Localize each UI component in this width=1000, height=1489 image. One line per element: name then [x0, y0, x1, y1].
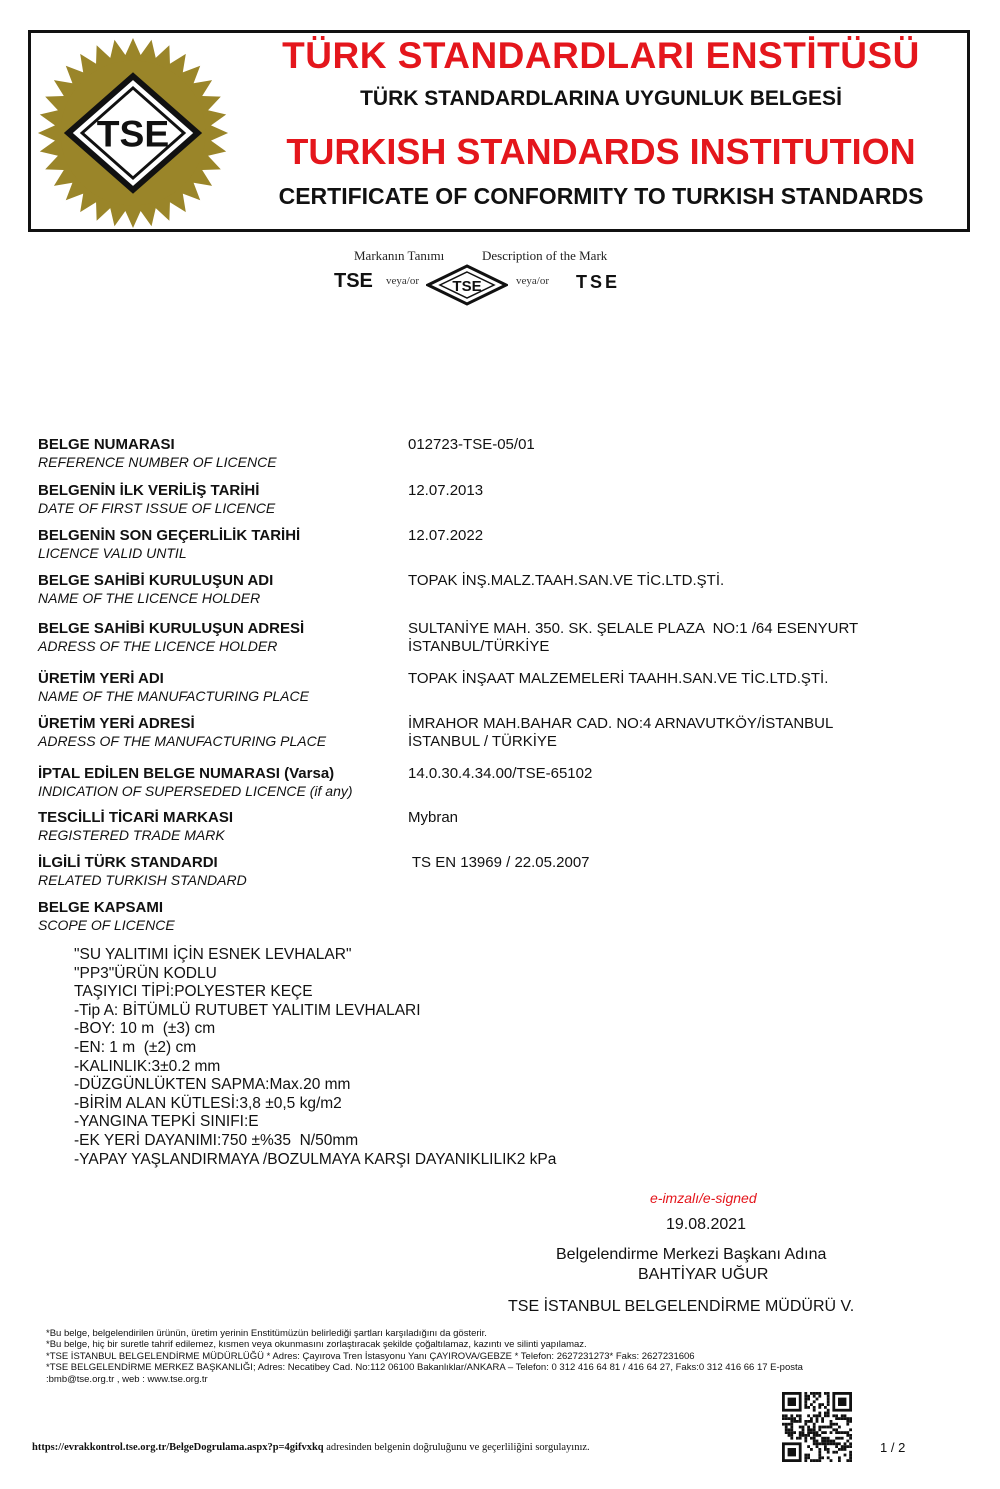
mark-label-en: Description of the Mark	[482, 248, 608, 263]
scope-line: "PP3"ÜRÜN KODLU	[74, 964, 217, 982]
scope-line: -BOY: 10 m (±3) cm	[74, 1020, 216, 1038]
field-value: 12.07.2022	[408, 527, 484, 544]
mark-veya-2: veya/or	[516, 275, 549, 287]
mark-alt-text: TSE	[576, 272, 621, 292]
field-label-tr: İLGİLİ TÜRK STANDARDI	[38, 854, 218, 871]
tse-diamond-mark-icon	[426, 264, 508, 306]
field-row-scope	[38, 899, 958, 934]
signatory-title: TSE İSTANBUL BELGELENDİRME MÜDÜRÜ V.	[508, 1298, 855, 1315]
field-label-en: ADRESS OF THE LICENCE HOLDER	[38, 638, 278, 654]
field-row-trade-mark	[38, 809, 958, 844]
field-label-en: INDICATION OF SUPERSEDED LICENCE (if any)	[38, 783, 353, 799]
scope-line: -Tip A: BİTÜMLÜ RUTUBET YALITIM LEVHALARI	[74, 1001, 421, 1019]
footnote-line: *Bu belge, belgelendirilen ürünün, üretim yerinin Enstitümüzün belirlediği şartları karşıladığını da gösterir.	[46, 1328, 487, 1339]
svg-text:TSE: TSE	[452, 278, 482, 295]
field-label-en: ADRESS OF THE MANUFACTURING PLACE	[38, 733, 327, 749]
field-row-manufacturing-place-name	[38, 670, 958, 705]
scope-line: TAŞIYICI TİPİ:POLYESTER KEÇE	[74, 983, 313, 1001]
field-row-manufacturing-place-address	[38, 715, 958, 750]
scope-line: -BİRİM ALAN KÜTLESİ:3,8 ±0,5 kg/m2	[74, 1094, 342, 1112]
mark-tse-text: TSE	[334, 270, 373, 292]
field-label-tr: BELGE SAHİBİ KURULUŞUN ADRESİ	[38, 620, 305, 637]
scope-line: -KALINLIK:3±0.2 mm	[74, 1057, 221, 1075]
scope-line: "SU YALITIMI İÇİN ESNEK LEVHALAR"	[74, 946, 352, 963]
field-label-tr: BELGENİN SON GEÇERLİLİK TARİHİ	[38, 527, 301, 544]
field-value: 012723-TSE-05/01	[408, 436, 535, 453]
svg-text:TSE: TSE	[96, 112, 170, 155]
verification-url-link[interactable]: https://evrakkontrol.tse.org.tr/BelgeDogrulama.aspx?p=4gifvxkq	[32, 1442, 324, 1453]
field-label-en: DATE OF FIRST ISSUE OF LICENCE	[38, 500, 276, 516]
field-label-tr: BELGE SAHİBİ KURULUŞUN ADI	[38, 572, 274, 589]
field-value: 14.0.30.4.34.00/TSE-65102	[408, 765, 593, 782]
field-label-tr: BELGENİN İLK VERİLİŞ TARİHİ	[38, 482, 260, 499]
footnote-line: :bmb@tse.org.tr , web : www.tse.org.tr	[46, 1373, 208, 1385]
certificate-subtitle-en: CERTIFICATE OF CONFORMITY TO TURKISH STANDARDS	[278, 183, 924, 209]
field-row-turkish-standard	[38, 854, 958, 889]
scope-line: -YANGINA TEPKİ SINIFI:E	[74, 1113, 259, 1131]
mark-label-tr: Markanın Tanımı	[354, 248, 445, 263]
field-value: TS EN 13969 / 22.05.2007	[408, 854, 590, 871]
field-value: SULTANİYE MAH. 350. SK. ŞELALE PLAZA NO:1 /64 ESENYURT İSTANBUL/TÜRKİYE	[408, 620, 859, 655]
field-label-en: REFERENCE NUMBER OF LICENCE	[38, 454, 277, 470]
mark-veya-1: veya/or	[386, 275, 419, 287]
field-label-tr: ÜRETİM YERİ ADI	[38, 670, 164, 687]
e-signed-label: e-imzalı/e-signed	[650, 1190, 757, 1206]
field-label-en: RELATED TURKISH STANDARD	[38, 872, 247, 888]
field-label-en: REGISTERED TRADE MARK	[38, 827, 225, 843]
field-value: İMRAHOR MAH.BAHAR CAD. NO:4 ARNAVUTKÖY/İSTANBUL İSTANBUL / TÜRKİYE	[408, 715, 834, 750]
field-value: 12.07.2013	[408, 482, 484, 499]
field-row-valid-until	[38, 527, 958, 562]
field-label-tr: BELGE NUMARASI	[38, 436, 175, 453]
field-label-en: LICENCE VALID UNTIL	[38, 545, 187, 561]
mark-description	[330, 248, 630, 310]
footnote-line: *Bu belge, hiç bir suretle tahrif edilemez, kısmen veya okunmasını zorlaştıracak şekilde çoğaltılamaz, kazıntı ve silinti yapılamaz.	[46, 1339, 587, 1351]
page-number: 1 / 2	[880, 1440, 906, 1455]
certificate-subtitle-tr: TÜRK STANDARDLARINA UYGUNLUK BELGESİ	[360, 87, 842, 110]
field-label-tr: TESCİLLİ TİCARİ MARKASI	[38, 809, 233, 826]
scope-of-licence	[74, 946, 556, 1169]
scope-line: -EN: 1 m (±2) cm	[74, 1038, 197, 1056]
verification-text: adresinden belgenin doğruluğunu ve geçerliliğini sorgulayınız.	[323, 1442, 590, 1453]
field-value: TOPAK İNŞ.MALZ.TAAH.SAN.VE TİC.LTD.ŞTİ.	[408, 572, 725, 589]
field-label-en: SCOPE OF LICENCE	[38, 917, 175, 933]
field-label-en: NAME OF THE MANUFACTURING PLACE	[38, 688, 309, 704]
footnote-line: *TSE BELGELENDİRME MERKEZ BAŞKANLIĞI; Adres: Necatibey Cad. No:112 06100 Bakanlıklar/ANKARA – Telefon: 0 312 416 64 81 / 416 64 27, Faks:0 312 416 66 17 E-posta	[46, 1362, 803, 1374]
field-row-holder-name	[38, 572, 958, 607]
footnote-line: *TSE İSTANBUL BELGELENDİRME MÜDÜRLÜĞÜ * Adres: Çayırova Tren İstasyonu Yanı ÇAYIROVA/GEBZE * Telefon: 2627231273* Faks: 2627231606	[46, 1350, 695, 1362]
field-label-tr: BELGE KAPSAMI	[38, 899, 164, 916]
institution-title-tr: TÜRK STANDARDLARI ENSTİTÜSÜ	[282, 35, 920, 76]
signature-date: 19.08.2021	[666, 1216, 747, 1233]
institution-title-en: TURKISH STANDARDS INSTITUTION	[286, 131, 916, 172]
verification-note	[32, 1442, 590, 1453]
scope-line: -YAPAY YAŞLANDIRMAYA /BOZULMAYA KARŞI DAYANIKLILIK2 kPa	[74, 1150, 557, 1168]
signature-on-behalf: Belgelendirme Merkezi Başkanı Adına	[556, 1246, 827, 1263]
footnotes	[46, 1328, 956, 1385]
signatory-name: BAHTİYAR UĞUR	[638, 1266, 769, 1283]
field-label-en: NAME OF THE LICENCE HOLDER	[38, 590, 261, 606]
field-value: TOPAK İNŞAAT MALZEMELERİ TAAHH.SAN.VE TİC.LTD.ŞTİ.	[408, 670, 829, 687]
qr-code-icon	[782, 1392, 852, 1462]
scope-line: -DÜZGÜNLÜKTEN SAPMA:Max.20 mm	[74, 1076, 351, 1094]
field-row-holder-address	[38, 620, 958, 655]
field-label-tr: ÜRETİM YERİ ADRESİ	[38, 715, 195, 732]
field-row-first-issue-date	[38, 482, 958, 517]
field-row-superseded-licence	[38, 765, 958, 800]
field-row-reference-number	[38, 436, 958, 471]
field-label-tr: İPTAL EDİLEN BELGE NUMARASI (Varsa)	[38, 765, 335, 782]
scope-line: -EK YERİ DAYANIMI:750 ±%35 N/50mm	[74, 1131, 359, 1149]
certificate-header	[28, 30, 970, 232]
field-value: Mybran	[408, 809, 459, 826]
tse-seal-logo	[35, 35, 231, 231]
